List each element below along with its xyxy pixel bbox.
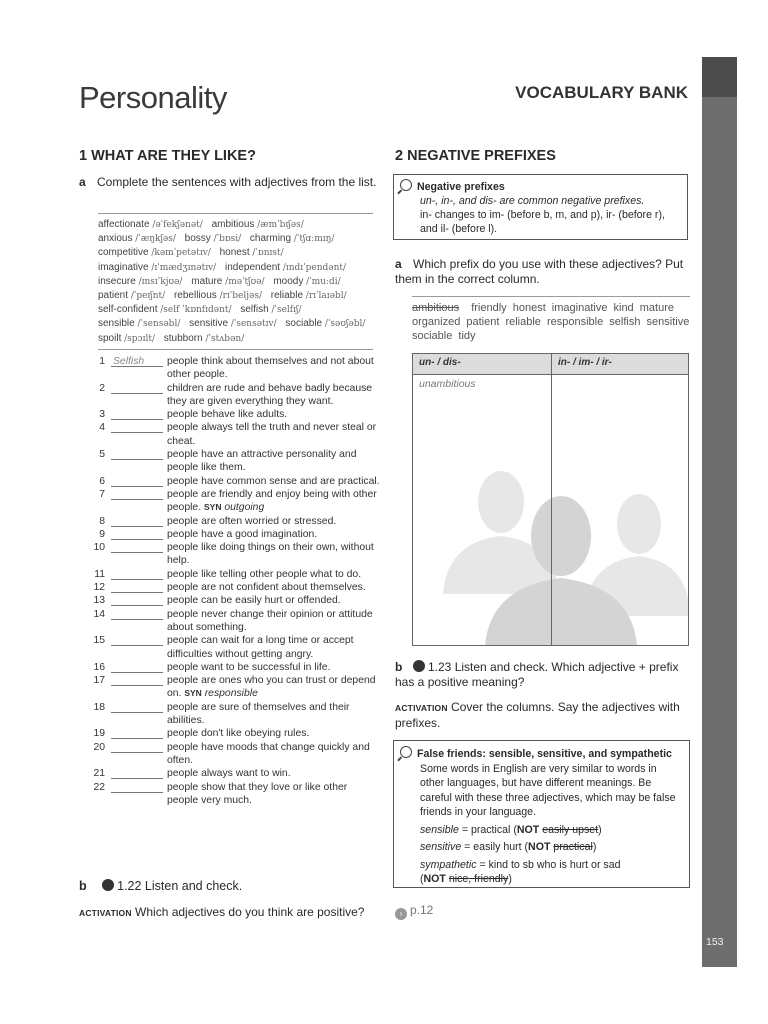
phonetic: /kəmˈpetətɪv/ <box>151 248 211 259</box>
item-letter: a <box>79 175 86 189</box>
word-entry <box>98 318 180 329</box>
sentence-number: 8 <box>99 515 105 527</box>
word-entry <box>164 333 244 344</box>
phonetic: /ˈpeɪʃnt/ <box>130 291 166 302</box>
word-entry <box>98 290 165 301</box>
prefix-word-list <box>412 296 690 343</box>
section1-activation <box>79 905 364 919</box>
answer-blank[interactable] <box>111 741 163 753</box>
word: bossy <box>184 233 211 245</box>
answer-blank[interactable] <box>111 528 163 540</box>
answer-blank[interactable] <box>111 448 163 460</box>
word: independent <box>225 261 281 273</box>
sentence-text: people behave like adults. <box>167 409 288 421</box>
instruction-text: Complete the sentences with adjectives from the list. <box>97 175 377 189</box>
sentence-text: people want to be successful in life. <box>167 661 331 673</box>
word: insecure <box>98 275 136 287</box>
sentence-item <box>91 608 381 635</box>
answer-blank[interactable] <box>111 408 163 420</box>
word-entry <box>98 247 211 258</box>
word-entry <box>98 233 176 244</box>
side-strip <box>702 57 737 967</box>
sentence-number: 7 <box>99 488 105 500</box>
sentence-item <box>91 382 381 409</box>
word-entry <box>174 290 262 301</box>
answer-blank[interactable] <box>111 594 163 606</box>
synonym-word: outgoing <box>224 502 265 514</box>
sentence-item <box>91 701 381 728</box>
sentence-item <box>91 661 381 674</box>
sentence-item <box>91 568 381 581</box>
sentence-number: 4 <box>99 422 105 434</box>
instruction-text: Which prefix do you use with these adjectives? Put them in the correct column. <box>395 257 684 286</box>
sentence-text: people like doing things on their own, without help. <box>167 542 374 567</box>
word-entry <box>285 318 365 329</box>
sentence-item <box>91 594 381 607</box>
sentence-text: people always want to win. <box>167 768 291 780</box>
phonetic: /æmˈbɪʃəs/ <box>257 220 304 230</box>
sentence-text: people are ones who you can trust or depend on. <box>167 675 376 700</box>
page-reference[interactable] <box>395 903 433 920</box>
word: imaginative <box>98 261 149 273</box>
false-friends-box <box>393 740 690 888</box>
phonetic: /self ˈkɒnfɪdənt/ <box>160 305 232 316</box>
word: charming <box>249 233 292 245</box>
answer-blank[interactable] <box>111 568 163 580</box>
word: competitive <box>98 247 149 259</box>
answer-blank[interactable] <box>111 781 163 793</box>
sentence-number: 15 <box>93 635 105 647</box>
table-example-cell: unambitious <box>419 378 476 390</box>
synonym-tag: SYN <box>203 502 222 513</box>
sentence-text: people don't like obeying rules. <box>167 728 310 740</box>
phonetic: /ˈmuːdi/ <box>306 276 341 287</box>
item-letter: b <box>395 660 403 674</box>
sentence-item <box>91 475 381 488</box>
sentence-text: people think about themselves and not about other people. <box>167 356 374 381</box>
word-entry <box>98 304 232 315</box>
phonetic: /ˈɒnɪst/ <box>252 248 284 259</box>
word: sociable <box>285 318 323 330</box>
box-line: un-, in-, and dis- are common negative prefixes. <box>420 195 645 207</box>
sentence-item <box>91 741 381 768</box>
false-friend-sensitive: sensitive = easily hurt (NOT practical) <box>420 841 597 853</box>
word-entry <box>220 247 284 258</box>
word: moody <box>273 275 304 287</box>
sentence-number: 3 <box>99 409 105 421</box>
sentence-number: 12 <box>93 582 105 594</box>
answer-blank[interactable] <box>111 701 163 713</box>
phonetic: /ˈsəʊʃəbl/ <box>324 319 366 330</box>
phonetic: /ˈstʌbən/ <box>205 333 245 344</box>
sentence-number: 22 <box>93 781 105 793</box>
section1-b-listen <box>79 879 242 893</box>
audio-icon[interactable] <box>413 660 425 672</box>
answer-blank[interactable] <box>111 475 163 487</box>
phonetic: /məˈtʃʊə/ <box>225 276 265 287</box>
synonym-word: responsible <box>204 688 258 700</box>
phonetic: /əˈfekʃənət/ <box>152 220 203 230</box>
activation-tag: ACTIVATION <box>79 908 132 918</box>
section1-heading: 1 WHAT ARE THEY LIKE? <box>79 148 256 164</box>
answer-blank[interactable] <box>111 515 163 527</box>
vocabulary-bank-label: VOCABULARY BANK <box>515 83 688 102</box>
word: selfish <box>240 304 269 316</box>
item-letter: a <box>395 257 402 271</box>
phonetic: /ɪˈmædʒɪnətɪv/ <box>151 262 217 273</box>
synonym-tag: SYN <box>184 688 202 699</box>
activation-text: Cover the columns. Say the adjectives with prefixes. <box>395 700 680 730</box>
word-entry <box>191 276 264 287</box>
word-entry <box>98 333 155 344</box>
word-entry <box>98 262 216 273</box>
word: sensible <box>98 318 135 330</box>
word-entry <box>212 219 304 230</box>
word-entry <box>98 276 182 287</box>
word: patient <box>98 290 129 302</box>
phonetic: /ɪndɪˈpendənt/ <box>282 262 347 273</box>
phonetic: /ˈbɒsi/ <box>213 234 242 245</box>
sentence-number: 20 <box>93 741 105 753</box>
word-entry <box>273 276 340 287</box>
section2-activation <box>395 700 690 731</box>
column-header-in-im-ir: in- / im- / ir- <box>558 357 612 368</box>
section2-a-instruction <box>395 257 685 287</box>
sentence-number: 16 <box>93 661 105 673</box>
section1-a-instruction <box>79 175 379 190</box>
sentence-text: people have moods that change quickly and often. <box>167 741 370 766</box>
answer-blank[interactable] <box>111 608 163 620</box>
box-title: Negative prefixes <box>417 181 505 193</box>
section2-heading: 2 NEGATIVE PREFIXES <box>395 148 556 164</box>
sentence-list <box>91 355 381 807</box>
sentence-text: people show that they love or like other people very much. <box>167 781 348 806</box>
answer-blank[interactable] <box>111 767 163 779</box>
word: rebellious <box>173 290 217 302</box>
sentence-number: 19 <box>93 728 105 740</box>
phonetic: /rɪˈlaɪəbl/ <box>305 291 347 302</box>
sentence-text: people like telling other people what to do. <box>167 568 362 580</box>
sentence-number: 21 <box>93 768 105 780</box>
sentence-text: people have an attractive personality and people like them. <box>167 449 357 474</box>
sentence-item <box>91 781 381 808</box>
word-entry <box>240 304 301 315</box>
sentence-number: 1 <box>99 356 105 367</box>
word: spoilt <box>98 332 122 344</box>
answer-blank[interactable] <box>111 634 163 646</box>
answer-blank[interactable] <box>111 674 163 686</box>
sentence-text: people have a good imagination. <box>167 528 318 540</box>
word-list-text: friendly honest imaginative kind mature organized patient reliable responsible selfish sensitive sociable tidy <box>412 302 690 342</box>
sentence-number: 14 <box>93 608 105 620</box>
answer-blank[interactable] <box>111 488 163 500</box>
word-entry <box>189 318 277 329</box>
adjective-word-list <box>98 213 373 350</box>
box-line: in- changes to im- (before b, m, and p), ir- (before r), and il- (before l). <box>420 209 665 235</box>
sentence-number: 5 <box>99 449 105 461</box>
phonetic: /ˈsensəbl/ <box>137 319 181 330</box>
sentence-item <box>91 727 381 740</box>
arrow-icon: › <box>395 908 407 920</box>
word: sensitive <box>189 318 229 330</box>
sentence-text: people are not confident about themselves. <box>167 582 366 594</box>
word: mature <box>191 275 223 287</box>
negative-prefixes-box <box>393 174 688 240</box>
box-body-text: Some words in English are very similar to words in other languages, but have different meanings. Be careful with these three adjectives, which may be false friends in your language. <box>420 762 676 818</box>
sentence-item <box>91 355 381 382</box>
answer-blank[interactable] <box>111 541 163 553</box>
sentence-number: 11 <box>94 568 105 580</box>
word: ambitious <box>211 219 255 230</box>
sentence-number: 2 <box>99 382 105 394</box>
phonetic: /spɔɪlt/ <box>124 333 155 344</box>
sentence-item <box>91 767 381 780</box>
sentence-number: 6 <box>99 475 105 487</box>
sentence-item <box>91 528 381 541</box>
magnifier-icon <box>400 746 412 758</box>
phonetic: /rɪˈbeljəs/ <box>219 291 262 302</box>
sentence-item <box>91 448 381 475</box>
sentence-text: people always tell the truth and never steal or cheat. <box>167 422 377 447</box>
item-letter: b <box>79 879 87 893</box>
box-title: False friends: sensible, sensitive, and sympathetic <box>417 748 672 760</box>
page-title: Personality <box>79 80 227 115</box>
sentence-item <box>91 421 381 448</box>
word-entry <box>98 219 203 230</box>
word-entry <box>185 233 241 244</box>
word: honest <box>219 247 250 259</box>
struck-example-word: ambitious <box>412 302 460 314</box>
sentence-item <box>91 581 381 594</box>
sentence-text: people can wait for a long time or accept difficulties without getting angry. <box>167 635 354 660</box>
prefix-table <box>412 353 689 646</box>
sentence-item <box>91 674 381 701</box>
phonetic: /ˈæŋkʃəs/ <box>135 234 176 245</box>
word: stubborn <box>163 332 203 344</box>
sentence-text: people never change their opinion or attitude about something. <box>167 608 373 633</box>
answer-blank[interactable] <box>111 581 163 593</box>
sentence-item <box>91 488 381 515</box>
column-header-un-dis: un- / dis- <box>419 357 461 368</box>
example-answer: Selfish <box>113 356 145 367</box>
sentence-number: 10 <box>93 542 105 554</box>
sentence-text: people have common sense and are practical. <box>167 475 380 487</box>
sentence-number: 13 <box>93 595 105 607</box>
sentence-text: children are rude and behave badly because they are given everything they want. <box>167 382 373 407</box>
false-friend-sympathetic: sympathetic = kind to sb who is hurt or sad <box>420 858 621 871</box>
column-divider <box>551 354 552 645</box>
word: self-confident <box>98 304 158 316</box>
activation-text: Which adjectives do you think are positive? <box>135 905 365 919</box>
phonetic: /ˈsensətɪv/ <box>230 319 277 330</box>
word: affectionate <box>98 219 150 230</box>
word-entry <box>271 290 347 301</box>
sentence-text: people can be easily hurt or offended. <box>167 595 341 607</box>
sentence-item <box>91 408 381 421</box>
sentence-text: people are sure of themselves and their abilities. <box>167 701 350 727</box>
answer-blank[interactable] <box>111 421 163 433</box>
section2-b-listen <box>395 660 690 690</box>
answer-blank[interactable] <box>111 661 163 673</box>
listen-text: 1.23 Listen and check. Which adjective + prefix has a positive meaning? <box>395 660 679 689</box>
phonetic: /ˈtʃɑːmɪŋ/ <box>293 234 335 245</box>
page-ref-text: p.12 <box>410 903 434 917</box>
word-entry <box>250 233 335 244</box>
false-friend-sensible: sensible = practical (NOT easily upset) <box>420 823 602 836</box>
phonetic: /ɪnsɪˈkjʊə/ <box>138 276 183 287</box>
answer-blank[interactable] <box>111 382 163 394</box>
sentence-item <box>91 515 381 528</box>
audio-icon[interactable] <box>102 879 114 891</box>
activation-tag: ACTIVATION <box>395 703 448 713</box>
sentence-number: 9 <box>99 528 105 540</box>
sentence-text: people are friendly and enjoy being with other people. <box>167 488 377 514</box>
magnifier-icon <box>400 179 412 191</box>
phonetic: /ˈselfɪʃ/ <box>271 305 302 316</box>
listen-text: 1.22 Listen and check. <box>117 879 243 893</box>
sentence-item <box>91 634 381 661</box>
false-friend-sympathetic-not: (NOT nice, friendly) <box>420 873 512 885</box>
side-strip-top <box>702 57 737 97</box>
word: reliable <box>270 290 304 302</box>
answer-blank[interactable] <box>111 727 163 739</box>
sentence-number: 17 <box>93 675 105 687</box>
word-entry <box>225 262 346 273</box>
page-number: 153 <box>706 936 724 948</box>
sentence-number: 18 <box>93 701 105 713</box>
sentence-text: people are often worried or stressed. <box>167 515 337 527</box>
word: anxious <box>98 233 133 245</box>
sentence-item <box>91 541 381 568</box>
